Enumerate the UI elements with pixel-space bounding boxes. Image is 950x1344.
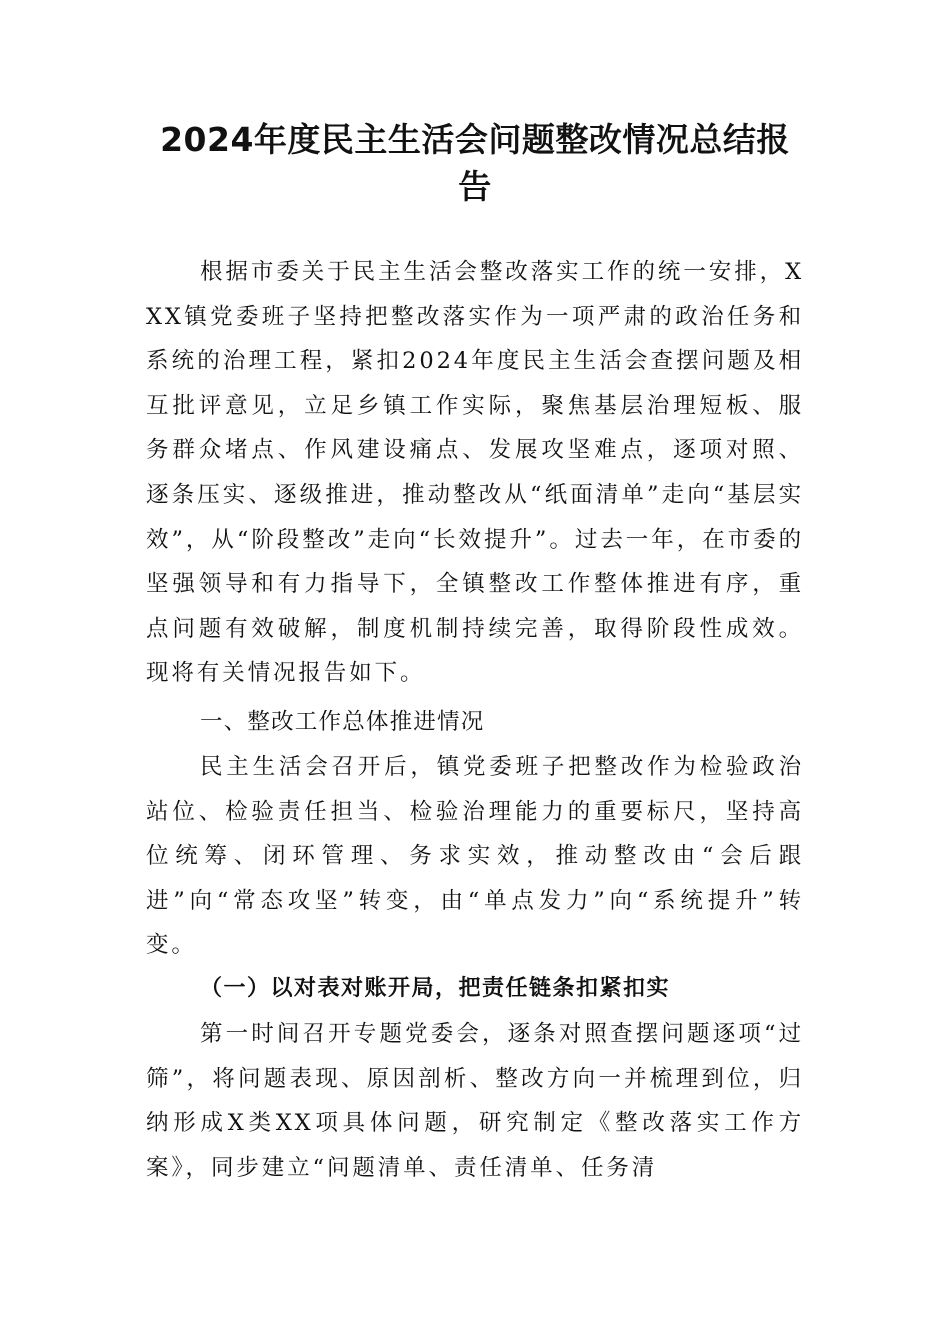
section-1-paragraph: 民主生活会召开后，镇党委班子把整改作为检验政治站位、检验责任担当、检验治理能力的重要标尺，坚持高位统筹、闭环管理、务求实效，推动整改由“会后跟进”向“常态攻坚”转变，由“单点发力”向“系统提升”转变。 bbox=[146, 754, 804, 959]
intro-paragraph: 根据市委关于民主生活会整改落实工作的统一安排，XXX镇党委班子坚持把整改落实作为一项严肃的政治任务和系统的治理工程，紧扣2024年度民主生活会查摆问题及相互批评意见，立足乡镇工作实际，聚焦基层治理短板、服务群众堵点、作风建设痛点、发展攻坚难点，逐项对照、逐条压实、逐级推进，推动整改从“纸面清单”走向“基层实效”，从“阶段整改”走向“长效提升”。过去一年，在市委的坚强领导和有力指导下，全镇整改工作整体推进有序，重点问题有效破解，制度机制持续完善，取得阶段性成效。现将有关情况报告如下。 bbox=[146, 259, 804, 687]
subsection-heading-1: （一）以对表对账开局，把责任链条扣紧扣实 bbox=[200, 975, 671, 1001]
document-title: 2024年度民主生活会问题整改情况总结报告 bbox=[160, 120, 790, 206]
section-heading-1: 一、整改工作总体推进情况 bbox=[200, 709, 485, 735]
subsection-1-paragraph: 第一时间召开专题党委会，逐条对照查摆问题逐项“过筛”，将问题表现、原因剖析、整改方向一并梳理到位，归纳形成X类XX项具体问题，研究制定《整改落实工作方案》，同步建立“问题清单、责任清单、任务清 bbox=[146, 1021, 804, 1181]
